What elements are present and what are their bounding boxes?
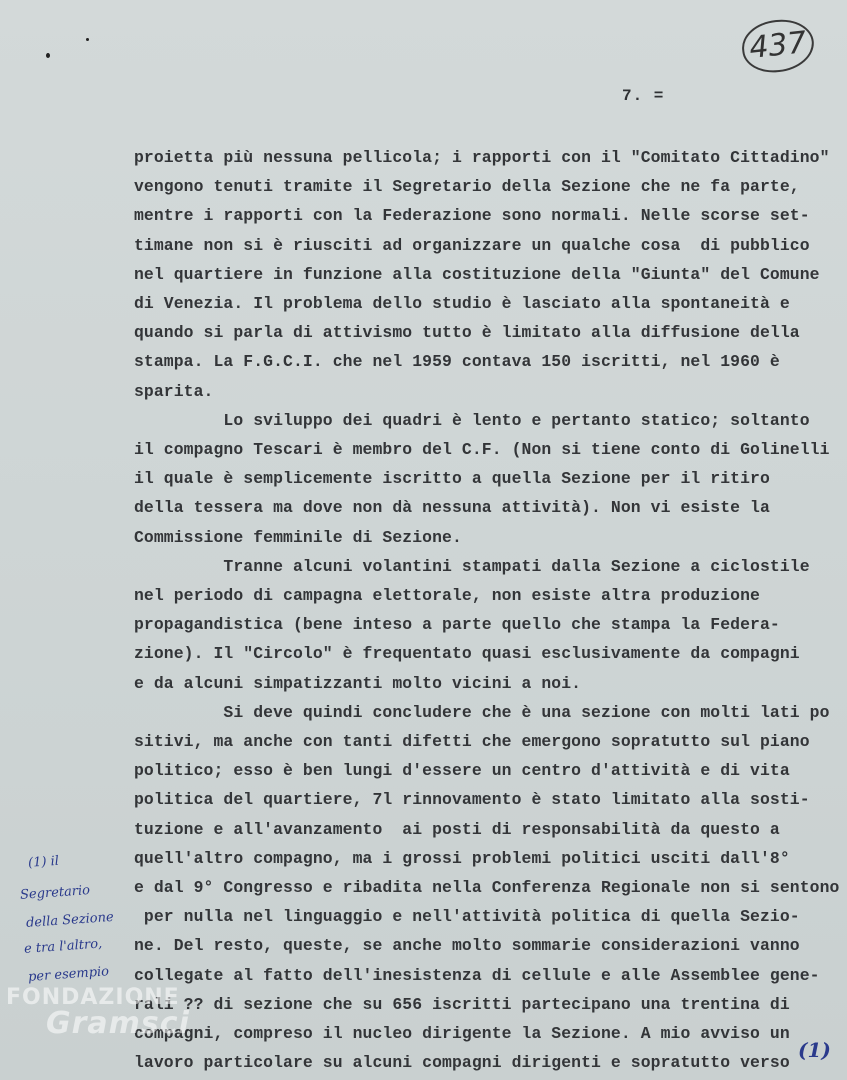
margin-note-line: per esempio	[27, 964, 110, 985]
text-line: mentre i rapporti con la Federazione sono normali. Nelle scorse set-	[134, 206, 810, 226]
text-line: compagni, compreso il nucleo dirigente la Sezione. A mio avviso un	[134, 1024, 790, 1043]
text-line: vengono tenuti tramite il Segretario della Sezione che ne fa parte,	[134, 177, 800, 197]
margin-note-line: Segretario	[19, 883, 91, 903]
margin-note-line: (1) il	[27, 853, 60, 871]
text-line: zione). Il "Circolo" è frequentato quasi esclusivamente da compagni	[134, 644, 800, 664]
text-line: sparita.	[134, 381, 214, 401]
text-line: Tranne alcuni volantini stampati dalla Sezione a ciclostile	[134, 556, 810, 576]
text-line: nel periodo di campagna elettorale, non esiste altra produzione	[134, 586, 760, 605]
text-line: politica del quartiere, 7l rinnovamento è stato limitato alla sosti-	[134, 790, 810, 810]
text-line: ne. Del resto, queste, se anche molto sommarie considerazioni vanno	[134, 936, 800, 956]
text-line: politico; esso è ben lungi d'essere un centro d'attività e di vita	[134, 761, 790, 781]
ink-speck	[86, 38, 89, 41]
page-number: 7. =	[622, 87, 665, 105]
text-line: Commissione femminile di Sezione.	[134, 527, 462, 547]
text-line: tuzione e all'avanzamento ai posti di responsabilità da questo a	[134, 819, 780, 839]
archive-number-stamp: 437	[739, 16, 816, 75]
watermark-line-1: FONDAZIONE	[6, 985, 180, 1010]
text-line: lavoro particolare su alcuni compagni dirigenti e sopratutto verso	[134, 1053, 790, 1073]
text-line: sitivi, ma anche con tanti difetti che emergono sopratutto sul piano	[134, 732, 810, 751]
archive-watermark	[6, 985, 190, 1041]
watermark-line-2: Gramsci	[46, 1006, 190, 1041]
text-line: collegate al fatto dell'inesistenza di cellule e alle Assemblee gene-	[134, 965, 820, 985]
text-line: il compagno Tescari è membro del C.F. (Non si tiene conto di Golinelli	[134, 440, 830, 459]
text-line: e da alcuni simpatizzanti molto vicini a noi.	[134, 673, 582, 693]
text-line: nel quartiere in funzione alla costituzione della "Giunta" del Comune	[134, 264, 820, 284]
text-line: quando si parla di attivismo tutto è limitato alla diffusione della	[134, 323, 800, 343]
text-line: proietta più nessuna pellicola; i rapporti con il "Comitato Cittadino"	[134, 148, 830, 167]
text-line: propagandistica (bene inteso a parte quello che stampa la Federa-	[134, 615, 780, 635]
ink-speck	[46, 53, 50, 58]
text-line: timane non si è riusciti ad organizzare un qualche cosa di pubblico	[134, 235, 810, 255]
margin-note-line: della Sezione	[25, 909, 115, 931]
text-line: Lo sviluppo dei quadri è lento e pertanto statico; soltanto	[134, 410, 810, 430]
text-line: e dal 9° Congresso e ribadita nella Conferenza Regionale non si sentono	[134, 878, 840, 897]
footnote-reference-mark: (1)	[798, 1038, 831, 1062]
text-line: quell'altro compagno, ma i grossi problemi politici usciti dall'8°	[134, 848, 790, 868]
margin-note-line: e tra l'altro,	[23, 936, 103, 957]
text-line: il quale è semplicemente iscritto a quella Sezione per il ritiro	[134, 469, 770, 489]
text-line: per nulla nel linguaggio e nell'attività politica di quella Sezio-	[134, 907, 800, 927]
text-line: di Venezia. Il problema dello studio è lasciato alla spontaneità e	[134, 294, 790, 313]
text-line: rali ?? di sezione che su 656 iscritti partecipano una trentina di	[134, 994, 790, 1014]
text-line: Si deve quindi concludere che è una sezione con molti lati po	[134, 702, 830, 722]
text-line: della tessera ma dove non dà nessuna attività). Non vi esiste la	[134, 498, 770, 518]
text-line: stampa. La F.G.C.I. che nel 1959 contava 150 iscritti, nel 1960 è	[134, 352, 780, 372]
